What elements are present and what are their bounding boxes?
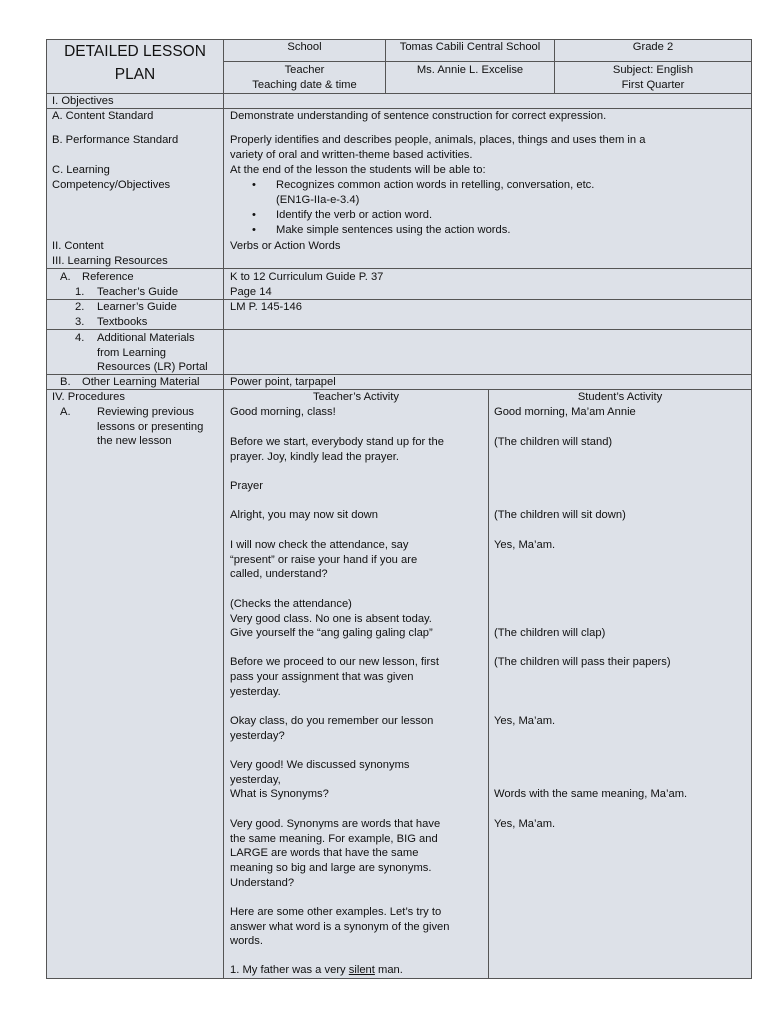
teacher-line: yesterday?	[230, 730, 285, 742]
competency-item: • Make simple sentences using the action words.	[276, 223, 510, 238]
teacher-line: the same meaning. For example, BIG and	[230, 833, 438, 845]
competency-code: (EN1G-IIa-e-3.4)	[276, 194, 360, 206]
teacher-line: answer what word is a synonym of the given	[230, 921, 450, 933]
teacher-name: Ms. Annie L. Excelise	[416, 64, 524, 76]
title-line-2: PLAN	[114, 66, 156, 83]
teachers-guide-label: Teacher’s Guide	[97, 286, 179, 298]
teacher-line: meaning so big and large are synonyms.	[230, 862, 432, 874]
competency-label-line-2: Competency/Objectives	[52, 179, 171, 191]
student-line: (The children will clap)	[494, 627, 606, 639]
student-line: Good morning, Ma’am Annie	[494, 406, 636, 418]
teacher-line: What is Synonyms?	[230, 788, 329, 800]
procedure-sub-letter: A.	[60, 406, 71, 418]
teacher-line: “present” or raise your hand if you are	[230, 554, 418, 566]
teachers-guide-num: 1.	[75, 286, 85, 298]
additional-label-line: Resources (LR) Portal	[97, 361, 208, 374]
teacher-line: Before we proceed to our new lesson, first	[230, 656, 439, 668]
learners-guide-label: Learner’s Guide	[97, 301, 177, 313]
teacher-line: pass your assignment that was given	[230, 671, 414, 683]
teacher-line: Alright, you may now sit down	[230, 509, 378, 521]
grade-level: Grade 2	[632, 41, 674, 53]
content-standard-label: A. Content Standard	[52, 110, 154, 122]
competency-list-rest	[276, 208, 510, 238]
procedures-heading: IV. Procedures	[52, 391, 125, 403]
procedure-sub-label-line: Reviewing previous	[97, 406, 195, 418]
teacher-line: Give yourself the “ang galing galing clap”	[230, 627, 433, 639]
example-question-1	[230, 963, 403, 978]
additional-materials-label	[97, 331, 208, 375]
textbooks-num: 3.	[75, 316, 85, 328]
teachers-guide-value: Page 14	[230, 286, 272, 298]
competency-intro: At the end of the lesson the students will be able to:	[230, 164, 486, 176]
additional-label-line: Additional Materials	[97, 332, 195, 344]
teacher-line: Here are some other examples. Let’s try to	[230, 906, 442, 918]
teacher-label: Teacher	[284, 64, 325, 76]
competency-list	[276, 178, 594, 193]
competency-label-line-1: C. Learning	[52, 164, 110, 176]
title-line-1: DETAILED LESSON	[64, 43, 206, 60]
teacher-line: Very good. Synonyms are words that have	[230, 818, 441, 830]
additional-label-line: from Learning	[97, 346, 167, 359]
student-line: (The children will sit down)	[494, 509, 626, 521]
teacher-line: Good morning, class!	[230, 406, 336, 418]
question-text: 1. My father was a very	[230, 964, 349, 976]
teacher-line: Before we start, everybody stand up for the	[230, 436, 444, 448]
teacher-line: yesterday.	[230, 686, 281, 698]
teacher-line: I will now check the attendance, say	[230, 539, 409, 551]
student-line: Yes, Ma’am.	[494, 539, 556, 551]
learners-guide-num: 2.	[75, 301, 85, 313]
objectives-heading: I. Objectives	[52, 95, 114, 107]
teacher-line: words.	[230, 935, 263, 947]
teacher-line: (Checks the attendance)	[230, 598, 352, 610]
subject: Subject: English	[612, 64, 694, 76]
performance-standard-line-1: Properly identifies and describes people, animals, places, things and uses them in a	[230, 134, 646, 146]
teacher-activity-header: Teacher’s Activity	[312, 391, 399, 403]
student-line: (The children will stand)	[494, 436, 613, 448]
teacher-line: prayer. Joy, kindly lead the prayer.	[230, 451, 399, 463]
school-name: Tomas Cabili Central School	[399, 41, 541, 53]
content-label: II. Content	[52, 240, 104, 252]
date-time-label: Teaching date & time	[252, 79, 357, 91]
procedure-sub-label-line: lessons or presenting	[97, 420, 204, 433]
student-line: Yes, Ma’am.	[494, 715, 556, 727]
competency-item: • Identify the verb or action word.	[276, 208, 510, 223]
question-text: man.	[374, 964, 403, 976]
teacher-line: Very good class. No one is absent today.	[230, 613, 432, 625]
student-line: Yes, Ma’am.	[494, 818, 556, 830]
teacher-line: Very good! We discussed synonyms	[230, 759, 410, 771]
procedure-sub-label-line: the new lesson	[97, 435, 172, 448]
other-material-label: Other Learning Material	[82, 376, 200, 388]
textbooks-label: Textbooks	[97, 316, 148, 328]
reference-letter: A.	[60, 271, 71, 283]
teacher-line: Understand?	[230, 877, 295, 889]
reference-label: Reference	[82, 271, 134, 283]
content-value: Verbs or Action Words	[230, 240, 341, 252]
procedure-sub-label	[97, 405, 203, 449]
school-label: School	[287, 41, 322, 53]
content-standard: Demonstrate understanding of sentence construction for correct expression.	[230, 110, 607, 122]
lesson-plan-title	[47, 40, 223, 86]
learning-resources-heading: III. Learning Resources	[52, 255, 168, 267]
teacher-line: called, understand?	[230, 568, 328, 580]
student-line: (The children will pass their papers)	[494, 656, 671, 668]
student-line: Words with the same meaning, Ma’am.	[494, 788, 688, 800]
teacher-line: Okay class, do you remember our lesson	[230, 715, 434, 727]
other-material-letter: B.	[60, 376, 71, 388]
performance-standard-line-2: variety of oral and written-theme based activities.	[230, 149, 473, 161]
competency-item: • Recognizes common action words in retelling, conversation, etc.	[276, 178, 594, 193]
performance-standard-label: B. Performance Standard	[52, 134, 179, 146]
teacher-line: Prayer	[230, 480, 263, 492]
additional-materials-num: 4.	[75, 332, 85, 344]
student-activity-header: Student’s Activity	[577, 391, 663, 403]
reference-value: K to 12 Curriculum Guide P. 37	[230, 271, 384, 283]
learners-guide-value: LM P. 145-146	[230, 301, 302, 313]
teacher-line: LARGE are words that have the same	[230, 847, 419, 859]
quarter: First Quarter	[621, 79, 685, 91]
other-material-value: Power point, tarpapel	[230, 376, 336, 388]
underlined-word: silent	[348, 964, 375, 976]
teacher-line: yesterday,	[230, 774, 281, 786]
